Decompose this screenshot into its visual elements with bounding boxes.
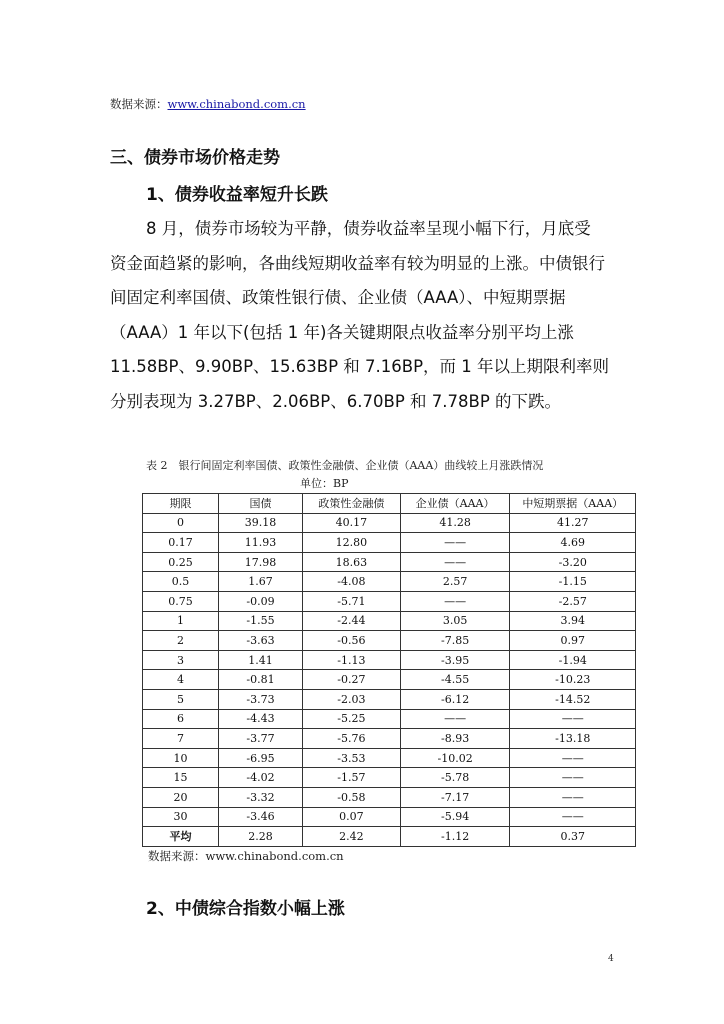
value-cell: —— [400, 591, 510, 611]
table-header-row [143, 494, 636, 514]
value-cell: -6.12 [400, 689, 510, 709]
body-paragraph [110, 212, 630, 419]
value-cell: -10.23 [510, 670, 636, 690]
table-row [143, 513, 636, 533]
header-mtn: 中短期票据（AAA） [510, 494, 636, 514]
value-cell: 12.80 [303, 533, 401, 553]
table-row [143, 689, 636, 709]
value-cell: -3.77 [219, 729, 303, 749]
value-cell: -1.12 [400, 827, 510, 847]
value-cell: -4.55 [400, 670, 510, 690]
value-cell: -0.56 [303, 631, 401, 651]
value-cell: 11.93 [219, 533, 303, 553]
value-cell: 4.69 [510, 533, 636, 553]
value-cell: 17.98 [219, 552, 303, 572]
term-cell: 0.5 [143, 572, 219, 592]
value-cell: 2.28 [219, 827, 303, 847]
paragraph-line: 间固定利率国债、政策性银行债、企业债（AAA）、中短期票据 [110, 288, 566, 307]
value-cell: -1.57 [303, 768, 401, 788]
value-cell: 18.63 [303, 552, 401, 572]
value-cell: —— [510, 768, 636, 788]
source-note-bottom: 数据来源：www.chinabond.com.cn [148, 849, 344, 863]
value-cell: -3.46 [219, 807, 303, 827]
value-cell: -3.95 [400, 650, 510, 670]
header-enterprise: 企业债（AAA） [400, 494, 510, 514]
value-cell: —— [510, 748, 636, 768]
value-cell: -0.27 [303, 670, 401, 690]
value-cell: -13.18 [510, 729, 636, 749]
value-cell: 2.57 [400, 572, 510, 592]
value-cell: 0.97 [510, 631, 636, 651]
value-cell: -4.43 [219, 709, 303, 729]
value-cell: -0.58 [303, 787, 401, 807]
header-treasury: 国债 [219, 494, 303, 514]
source-note-top [110, 96, 306, 112]
value-cell: -5.94 [400, 807, 510, 827]
term-cell: 15 [143, 768, 219, 788]
table-row [143, 650, 636, 670]
term-cell: 平均 [143, 827, 219, 847]
table-row [143, 533, 636, 553]
value-cell: -2.03 [303, 689, 401, 709]
value-cell: -4.02 [219, 768, 303, 788]
value-cell: -8.93 [400, 729, 510, 749]
value-cell: 2.42 [303, 827, 401, 847]
value-cell: —— [510, 709, 636, 729]
value-cell: -1.13 [303, 650, 401, 670]
value-cell: —— [400, 533, 510, 553]
paragraph-line: 资金面趋紧的影响，各曲线短期收益率有较为明显的上涨。中债银行 [110, 253, 605, 273]
value-cell: -5.25 [303, 709, 401, 729]
value-cell: -5.71 [303, 591, 401, 611]
term-cell: 20 [143, 787, 219, 807]
table-row [143, 552, 636, 572]
value-cell: -3.73 [219, 689, 303, 709]
value-cell: —— [400, 709, 510, 729]
source-label: 数据来源： [110, 97, 168, 111]
term-cell: 10 [143, 748, 219, 768]
source-link[interactable]: www.chinabond.com.cn [167, 97, 306, 111]
value-cell: -2.57 [510, 591, 636, 611]
value-cell: 3.94 [510, 611, 636, 631]
value-cell: -7.17 [400, 787, 510, 807]
table-row [143, 748, 636, 768]
value-cell: -5.76 [303, 729, 401, 749]
paragraph-line: （AAA）1 年以下(包括 1 年)各关键期限点收益率分别平均上涨 [110, 322, 574, 342]
table-row [143, 787, 636, 807]
term-cell: 3 [143, 650, 219, 670]
sub-heading-index: 2、中债综合指数小幅上涨 [146, 899, 345, 919]
value-cell: -1.55 [219, 611, 303, 631]
table-row [143, 670, 636, 690]
value-cell: -4.08 [303, 572, 401, 592]
value-cell: -3.63 [219, 631, 303, 651]
term-cell: 6 [143, 709, 219, 729]
value-cell: 3.05 [400, 611, 510, 631]
sub-heading-yield: 1、债券收益率短升长跌 [146, 185, 328, 205]
term-cell: 4 [143, 670, 219, 690]
value-cell: -0.09 [219, 591, 303, 611]
term-cell: 0.75 [143, 591, 219, 611]
value-cell: -6.95 [219, 748, 303, 768]
table-row [143, 631, 636, 651]
paragraph-line: 分别表现为 3.27BP、2.06BP、6.70BP 和 7.78BP 的下跌。 [110, 391, 562, 411]
yield-change-table [142, 493, 636, 847]
table-unit: 单位：BP [300, 477, 349, 490]
value-cell: 40.17 [303, 513, 401, 533]
paragraph-line: 11.58BP、9.90BP、15.63BP 和 7.16BP，而 1 年以上期限利率则 [110, 357, 610, 376]
value-cell: 0.37 [510, 827, 636, 847]
term-cell: 30 [143, 807, 219, 827]
value-cell: 41.28 [400, 513, 510, 533]
table-row [143, 572, 636, 592]
value-cell: -3.53 [303, 748, 401, 768]
value-cell: -3.32 [219, 787, 303, 807]
value-cell: 1.67 [219, 572, 303, 592]
value-cell: -5.78 [400, 768, 510, 788]
table-caption: 表 2 银行间固定利率国债、政策性金融债、企业债（AAA）曲线较上月涨跌情况 [146, 459, 544, 472]
table-row [143, 768, 636, 788]
term-cell: 0 [143, 513, 219, 533]
table-row [143, 591, 636, 611]
page-number: 4 [608, 954, 614, 964]
value-cell: -14.52 [510, 689, 636, 709]
value-cell: -3.20 [510, 552, 636, 572]
value-cell: -10.02 [400, 748, 510, 768]
term-cell: 2 [143, 631, 219, 651]
value-cell: —— [510, 807, 636, 827]
table-row [143, 807, 636, 827]
table-body [143, 513, 636, 846]
value-cell: —— [510, 787, 636, 807]
value-cell: 39.18 [219, 513, 303, 533]
value-cell: -0.81 [219, 670, 303, 690]
section-heading: 三、债券市场价格走势 [110, 148, 280, 168]
term-cell: 0.17 [143, 533, 219, 553]
term-cell: 7 [143, 729, 219, 749]
value-cell: -7.85 [400, 631, 510, 651]
term-cell: 0.25 [143, 552, 219, 572]
header-term: 期限 [143, 494, 219, 514]
value-cell: —— [400, 552, 510, 572]
header-policy-bank: 政策性金融债 [303, 494, 401, 514]
value-cell: 1.41 [219, 650, 303, 670]
value-cell: 0.07 [303, 807, 401, 827]
value-cell: 41.27 [510, 513, 636, 533]
table-row [143, 709, 636, 729]
value-cell: -2.44 [303, 611, 401, 631]
table-row [143, 827, 636, 847]
term-cell: 1 [143, 611, 219, 631]
table-row [143, 729, 636, 749]
paragraph-line: 8 月，债券市场较为平静，债券收益率呈现小幅下行，月底受 [146, 219, 591, 238]
term-cell: 5 [143, 689, 219, 709]
value-cell: -1.15 [510, 572, 636, 592]
table-row [143, 611, 636, 631]
value-cell: -1.94 [510, 650, 636, 670]
